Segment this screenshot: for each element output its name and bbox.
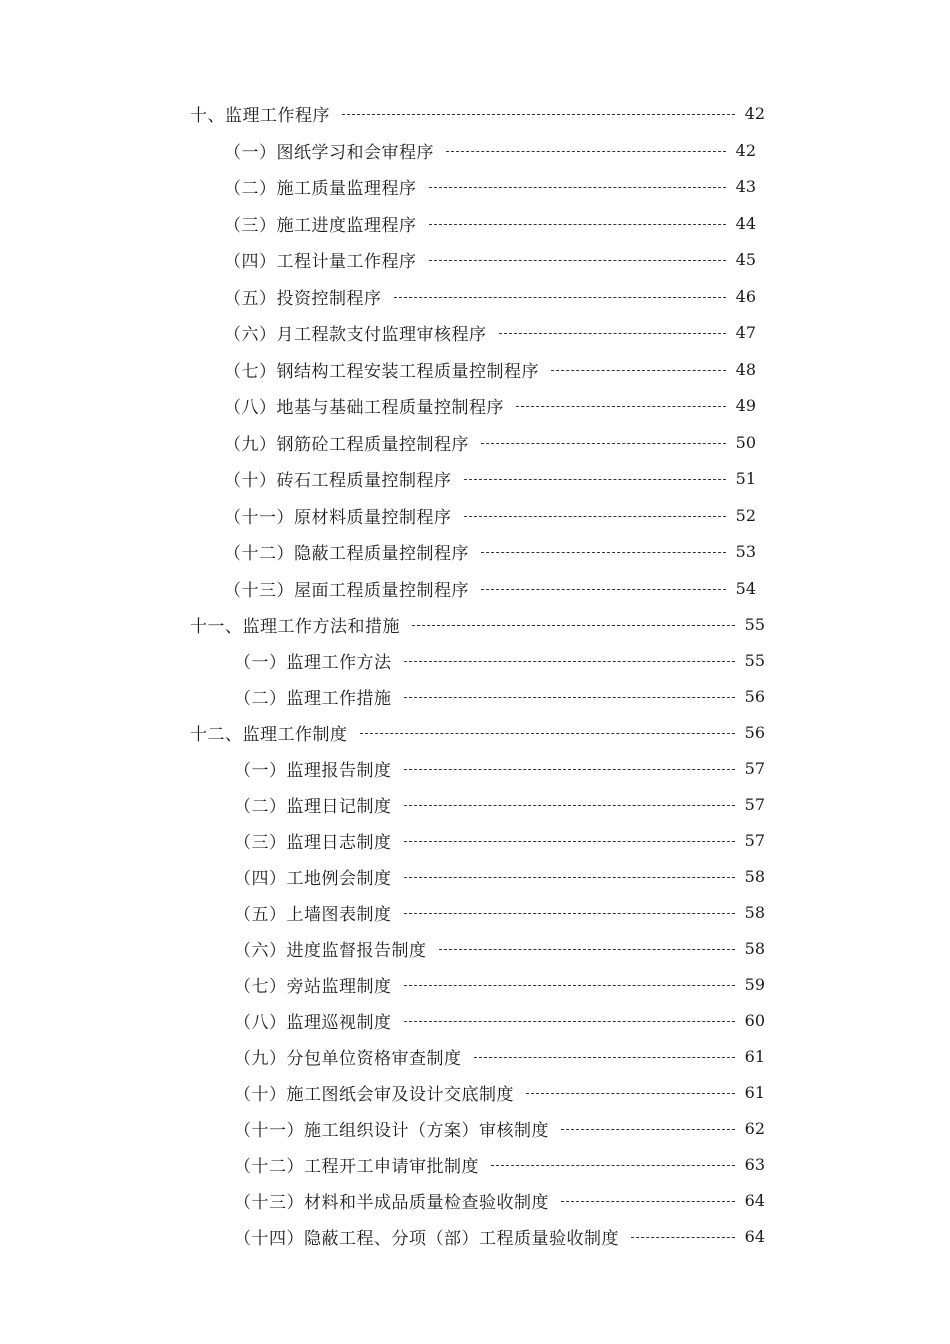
toc-entry[interactable] <box>234 647 765 673</box>
toc-entry-title: （六）月工程款支付监理审核程序 <box>224 324 487 345</box>
toc-entry-page-number: 59 <box>744 974 765 994</box>
toc-entry-page-number: 56 <box>744 722 765 742</box>
toc-entry-page-number: 55 <box>744 650 765 670</box>
toc-dot-leader <box>561 1201 735 1202</box>
toc-entry-title: （五）投资控制程序 <box>224 288 382 309</box>
toc-entry[interactable] <box>234 1079 765 1105</box>
toc-entry[interactable] <box>190 100 765 126</box>
toc-entry-page-number: 53 <box>735 541 756 561</box>
toc-entry-page-number: 57 <box>744 794 765 814</box>
toc-dot-leader <box>429 224 726 225</box>
toc-entry-page-number: 51 <box>735 468 756 488</box>
toc-entry[interactable] <box>234 827 765 853</box>
toc-dot-leader <box>404 769 735 770</box>
toc-dot-leader <box>404 697 735 698</box>
toc-entry-title: （十一）原材料质量控制程序 <box>224 507 452 528</box>
toc-dot-leader <box>491 1165 735 1166</box>
toc-entry-page-number: 42 <box>735 140 756 160</box>
toc-entry-page-number: 57 <box>744 758 765 778</box>
toc-dot-leader <box>360 733 735 734</box>
toc-dot-leader <box>499 333 726 334</box>
toc-entry-page-number: 43 <box>735 176 756 196</box>
toc-entry[interactable] <box>224 392 756 418</box>
toc-entry-title: （十二）工程开工申请审批制度 <box>234 1156 479 1177</box>
toc-entry-title: 十一、监理工作方法和措施 <box>190 616 400 637</box>
toc-entry-page-number: 60 <box>744 1010 765 1030</box>
toc-entry-title: （十二）隐蔽工程质量控制程序 <box>224 543 469 564</box>
toc-entry-page-number: 64 <box>744 1190 765 1210</box>
toc-entry-page-number: 62 <box>744 1118 765 1138</box>
toc-entry[interactable] <box>234 899 765 925</box>
toc-dot-leader <box>551 370 726 371</box>
toc-entry-title: （三）监理日志制度 <box>234 832 392 853</box>
toc-dot-leader <box>429 260 726 261</box>
toc-entry[interactable] <box>224 465 756 491</box>
toc-entry[interactable] <box>224 429 756 455</box>
toc-entry-page-number: 54 <box>735 578 756 598</box>
toc-entry-page-number: 52 <box>735 505 756 525</box>
toc-entry-title: （四）工地例会制度 <box>234 868 392 889</box>
toc-entry[interactable] <box>234 935 765 961</box>
toc-dot-leader <box>474 1057 735 1058</box>
toc-entry-page-number: 50 <box>735 432 756 452</box>
toc-entry[interactable] <box>234 791 765 817</box>
toc-entry[interactable] <box>234 755 765 781</box>
toc-dot-leader <box>561 1129 735 1130</box>
toc-entry-title: （七）钢结构工程安装工程质量控制程序 <box>224 361 539 382</box>
toc-entry[interactable] <box>234 1187 765 1213</box>
toc-entry-page-number: 55 <box>744 614 765 634</box>
toc-entry-page-number: 46 <box>735 286 756 306</box>
toc-entry-page-number: 48 <box>735 359 756 379</box>
toc-entry-page-number: 57 <box>744 830 765 850</box>
toc-entry-title: （二）监理日记制度 <box>234 796 392 817</box>
toc-entry-page-number: 45 <box>735 249 756 269</box>
toc-dot-leader <box>342 114 735 115</box>
toc-entry-title: （六）进度监督报告制度 <box>234 940 427 961</box>
toc-dot-leader <box>412 625 735 626</box>
toc-entry-title: （五）上墙图表制度 <box>234 904 392 925</box>
toc-entry-title: （九）钢筋砼工程质量控制程序 <box>224 434 469 455</box>
toc-entry-page-number: 58 <box>744 938 765 958</box>
toc-entry-title: （一）图纸学习和会审程序 <box>224 142 434 163</box>
toc-entry-page-number: 47 <box>735 322 756 342</box>
toc-entry-title: （八）监理巡视制度 <box>234 1012 392 1033</box>
toc-entry[interactable] <box>190 719 765 745</box>
toc-entry[interactable] <box>224 173 756 199</box>
toc-dot-leader <box>446 151 726 152</box>
toc-entry[interactable] <box>234 863 765 889</box>
toc-dot-leader <box>404 661 735 662</box>
toc-entry-title: （九）分包单位资格审查制度 <box>234 1048 462 1069</box>
toc-entry[interactable] <box>234 1043 765 1069</box>
toc-entry-title: （十三）材料和半成品质量检查验收制度 <box>234 1192 549 1213</box>
toc-dot-leader <box>481 552 726 553</box>
toc-dot-leader <box>404 1021 735 1022</box>
toc-entry[interactable] <box>224 283 756 309</box>
toc-entry[interactable] <box>224 246 756 272</box>
toc-entry-page-number: 44 <box>735 213 756 233</box>
toc-entry[interactable] <box>234 683 765 709</box>
toc-dot-leader <box>404 805 735 806</box>
toc-entry-title: （十一）施工组织设计（方案）审核制度 <box>234 1120 549 1141</box>
toc-entry-page-number: 58 <box>744 866 765 886</box>
toc-entry-title: （二）监理工作措施 <box>234 688 392 709</box>
toc-entry[interactable] <box>190 611 765 637</box>
toc-dot-leader <box>526 1093 735 1094</box>
toc-entry-page-number: 61 <box>744 1082 765 1102</box>
toc-entry[interactable] <box>224 356 756 382</box>
toc-entry-title: 十、监理工作程序 <box>190 105 330 126</box>
toc-entry[interactable] <box>234 1007 765 1033</box>
toc-entry-title: （十）施工图纸会审及设计交底制度 <box>234 1084 514 1105</box>
toc-dot-leader <box>464 516 726 517</box>
toc-entry-page-number: 42 <box>744 103 765 123</box>
toc-entry-title: （二）施工质量监理程序 <box>224 178 417 199</box>
toc-dot-leader <box>481 589 726 590</box>
toc-dot-leader <box>631 1237 735 1238</box>
toc-entry[interactable] <box>234 971 765 997</box>
toc-dot-leader <box>481 443 726 444</box>
toc-entry-page-number: 63 <box>744 1154 765 1174</box>
toc-entry-page-number: 61 <box>744 1046 765 1066</box>
toc-dot-leader <box>404 877 735 878</box>
toc-entry-title: （一）监理工作方法 <box>234 652 392 673</box>
toc-dot-leader <box>404 913 735 914</box>
toc-entry[interactable] <box>224 319 756 345</box>
toc-entry[interactable] <box>234 1223 765 1249</box>
toc-dot-leader <box>404 841 735 842</box>
toc-entry-page-number: 49 <box>735 395 756 415</box>
toc-entry-title: （十三）屋面工程质量控制程序 <box>224 580 469 601</box>
toc-entry[interactable] <box>224 575 756 601</box>
toc-entry[interactable] <box>234 1115 765 1141</box>
toc-entry-title: （十）砖石工程质量控制程序 <box>224 470 452 491</box>
toc-entry[interactable] <box>234 1151 765 1177</box>
toc-entry-title: （七）旁站监理制度 <box>234 976 392 997</box>
toc-dot-leader <box>429 187 726 188</box>
toc-entry-title: （十四）隐蔽工程、分项（部）工程质量验收制度 <box>234 1228 619 1249</box>
toc-entry-title: 十二、监理工作制度 <box>190 724 348 745</box>
toc-entry-title: （四）工程计量工作程序 <box>224 251 417 272</box>
toc-entry-title: （一）监理报告制度 <box>234 760 392 781</box>
toc-dot-leader <box>516 406 726 407</box>
toc-dot-leader <box>404 985 735 986</box>
toc-entry-page-number: 64 <box>744 1226 765 1246</box>
toc-entry[interactable] <box>224 137 756 163</box>
toc-dot-leader <box>439 949 735 950</box>
toc-entry-title: （八）地基与基础工程质量控制程序 <box>224 397 504 418</box>
toc-dot-leader <box>394 297 726 298</box>
toc-entry[interactable] <box>224 210 756 236</box>
toc-entry-title: （三）施工进度监理程序 <box>224 215 417 236</box>
toc-entry[interactable] <box>224 502 756 528</box>
toc-entry-page-number: 58 <box>744 902 765 922</box>
toc-entry-page-number: 56 <box>744 686 765 706</box>
toc-dot-leader <box>464 479 726 480</box>
toc-entry[interactable] <box>224 538 756 564</box>
